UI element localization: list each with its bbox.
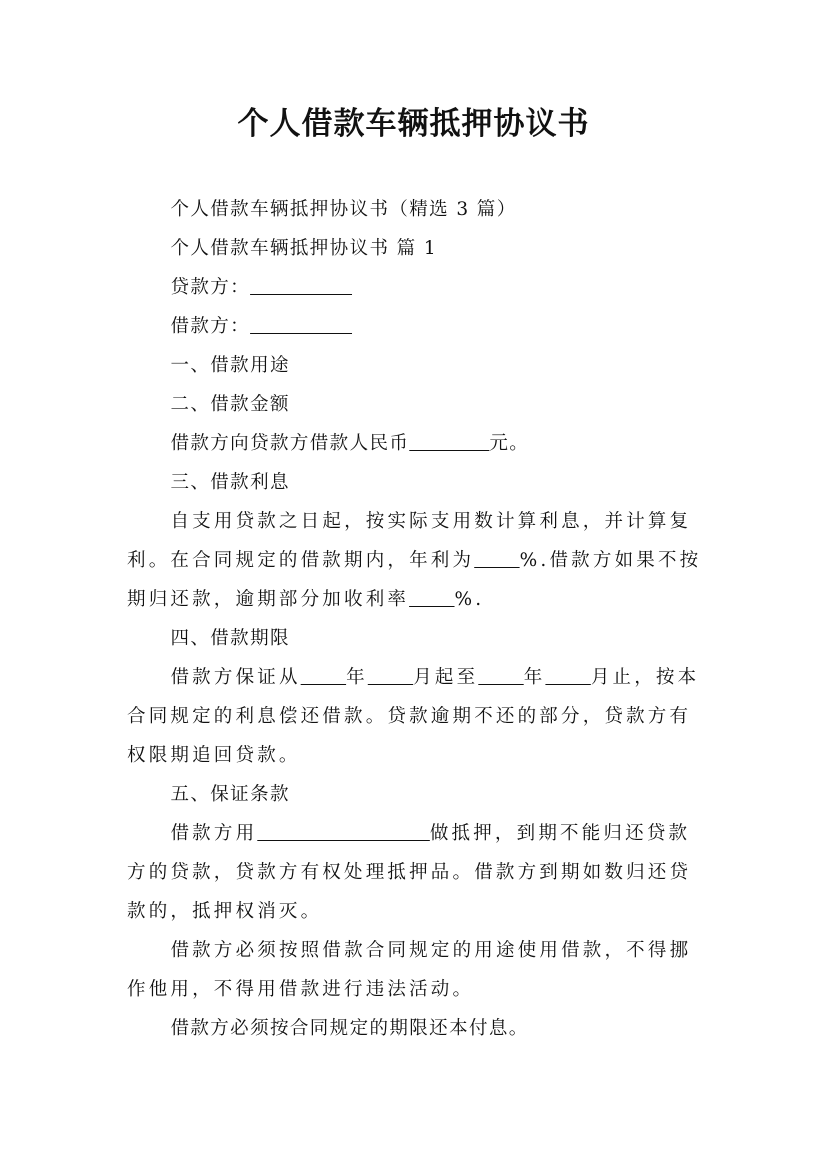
end-year-blank <box>478 667 523 688</box>
guarantee-paragraph <box>127 814 707 931</box>
interest-paragraph <box>127 502 707 619</box>
lender-line <box>127 268 707 307</box>
interest-text-c: %. <box>454 589 485 610</box>
usage-clause: 借款方必须按照借款合同规定的用途使用借款，不得挪作他用，不得用借款进行违法活动。 <box>127 940 692 1000</box>
amount-blank <box>409 433 489 454</box>
borrower-label: 借款方： <box>170 316 251 337</box>
section-heading-term: 四、借款期限 <box>170 628 290 649</box>
section-heading-purpose: 一、借款用途 <box>170 355 290 376</box>
collateral-blank <box>257 823 430 844</box>
guarantee-text-a: 借款方用 <box>170 823 258 844</box>
lender-label: 贷款方： <box>170 277 251 298</box>
start-year-blank <box>301 667 346 688</box>
interest-text-b: %.借款方如果不按期归还款，逾期部分加收利率 <box>127 550 702 610</box>
lender-blank <box>250 277 352 298</box>
section-heading-amount: 二、借款金额 <box>170 394 290 415</box>
document-body <box>127 190 707 1048</box>
borrower-blank <box>250 316 352 337</box>
section-heading-guarantee: 五、保证条款 <box>170 784 290 805</box>
term-month-1: 月起至 <box>413 667 479 688</box>
term-year-2: 年 <box>523 667 546 688</box>
overdue-rate-blank <box>409 589 454 610</box>
interest-text-a: 自支用贷款之日起，按实际支用数计算利息，并计算复利。在合同规定的借款期内，年利为 <box>127 511 692 571</box>
repayment-clause: 借款方必须按合同规定的期限还本付息。 <box>170 1018 529 1039</box>
document-title: 个人借款车辆抵押协议书 <box>237 106 590 142</box>
term-paragraph <box>127 658 707 775</box>
term-month-2: 月止， <box>590 667 656 688</box>
start-month-blank <box>368 667 413 688</box>
document-subtitle: 个人借款车辆抵押协议书（精选 3 篇） <box>170 199 517 220</box>
amount-text: 借款方向贷款方借款人民币 <box>170 433 410 454</box>
guarantee-text-b: 做抵押，到期不能归还贷款方的贷款，贷款方有权处理抵押品。借款方到期如数归还贷款的，抵押权消灭。 <box>127 823 692 922</box>
annual-rate-blank <box>474 550 519 571</box>
borrower-line <box>127 307 707 346</box>
amount-unit: 元。 <box>489 433 530 454</box>
end-month-blank <box>545 667 590 688</box>
term-year-1: 年 <box>346 667 368 688</box>
amount-paragraph <box>127 424 707 463</box>
part-heading: 个人借款车辆抵押协议书 篇 1 <box>170 238 438 259</box>
section-heading-interest: 三、借款利息 <box>170 472 290 493</box>
term-text-a: 借款方保证从 <box>170 667 301 688</box>
term-text-b: 按本合同规定的利息偿还借款。贷款逾期不还的部分，贷款方有权限期追回贷款。 <box>127 667 700 766</box>
